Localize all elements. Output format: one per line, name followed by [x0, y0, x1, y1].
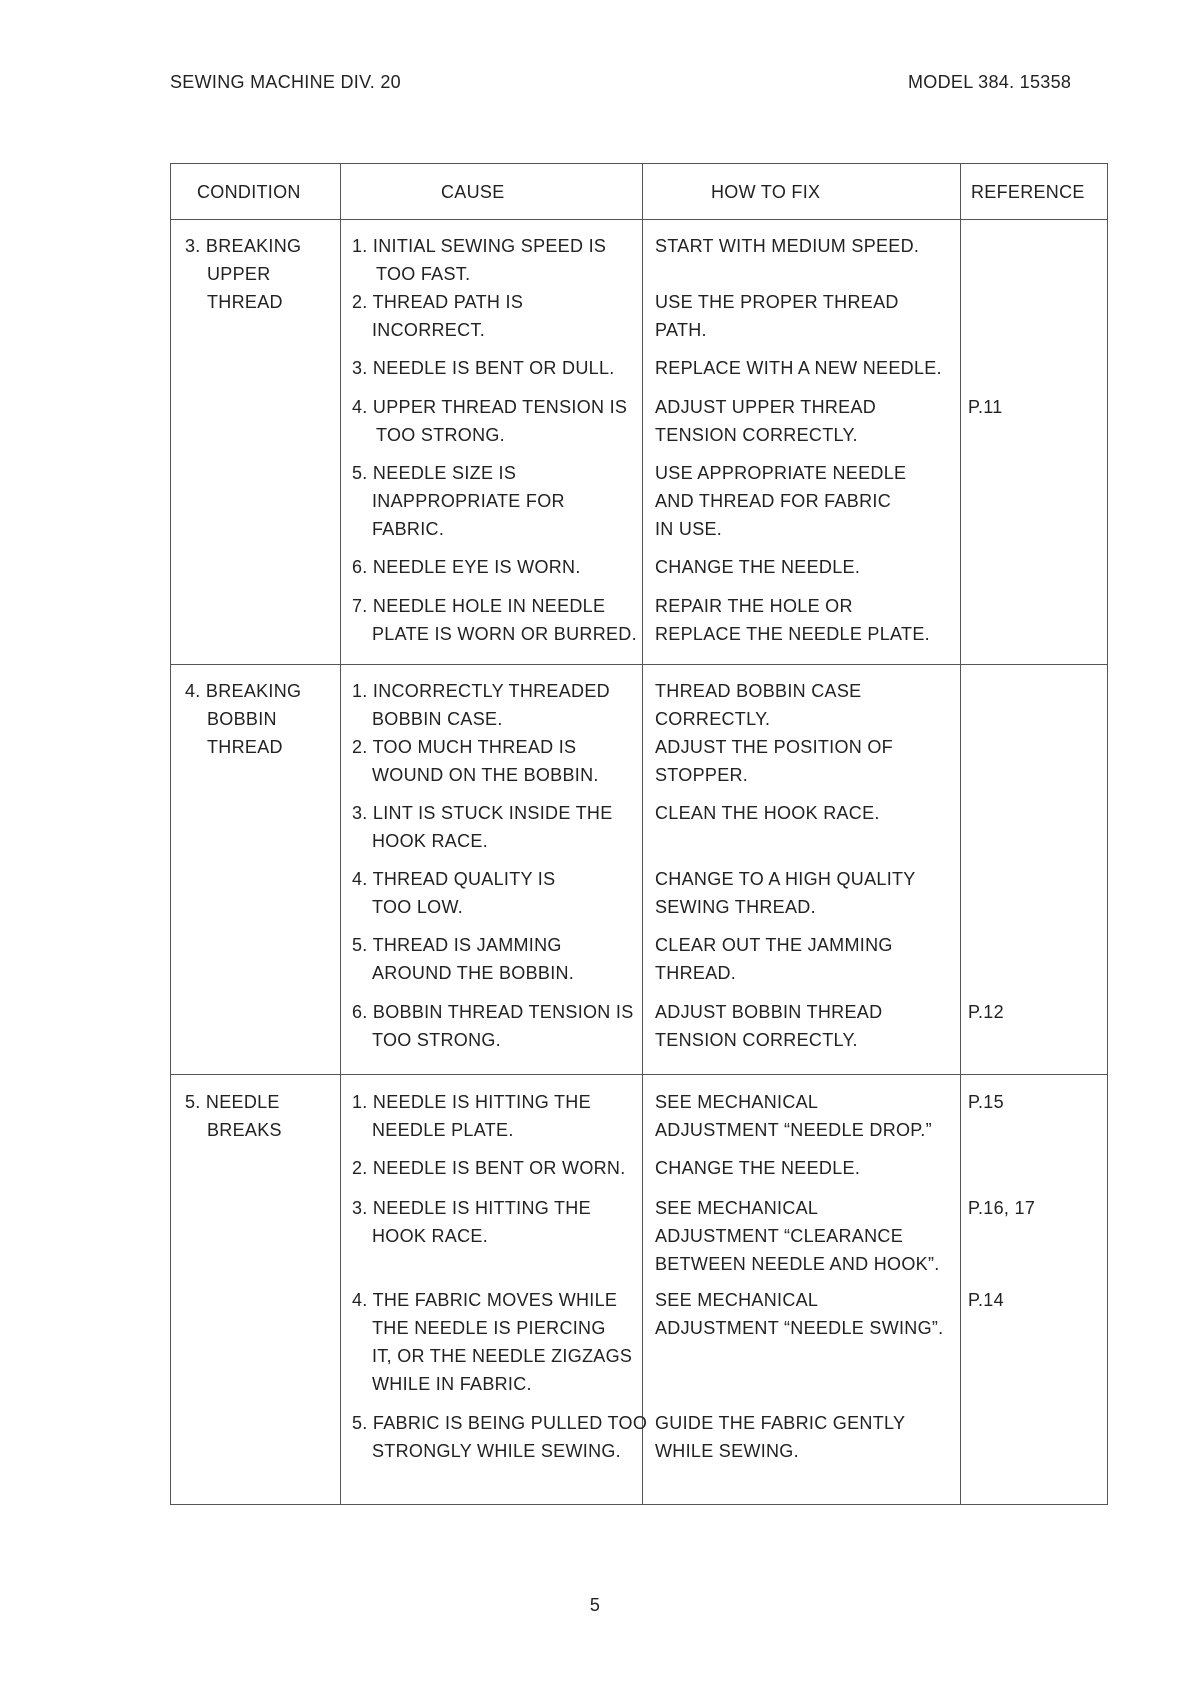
fix-text: THREAD. [655, 963, 737, 983]
cause-text: WOUND ON THE BOBBIN. [372, 765, 599, 785]
fix-text: REPLACE THE NEEDLE PLATE. [655, 624, 930, 644]
fix-text: REPLACE WITH A NEW NEEDLE. [655, 358, 942, 378]
fix-text: AND THREAD FOR FABRIC [655, 491, 891, 511]
fix-text: WHILE SEWING. [655, 1441, 799, 1461]
troubleshooting-table [170, 163, 1108, 1505]
fix-text: PATH. [655, 320, 707, 340]
condition-label: 3. BREAKING [185, 236, 302, 256]
fix-text: CHANGE TO A HIGH QUALITY [655, 869, 916, 889]
condition-label: UPPER [207, 264, 271, 284]
fix-text: ADJUST UPPER THREAD [655, 397, 877, 417]
section-divider [171, 664, 1107, 665]
cause-text: 1. INITIAL SEWING SPEED IS [352, 236, 607, 256]
fix-text: ADJUST THE POSITION OF [655, 737, 893, 757]
cause-text: IT, OR THE NEEDLE ZIGZAGS [372, 1346, 633, 1366]
fix-text: THREAD BOBBIN CASE [655, 681, 862, 701]
condition-label: BREAKS [207, 1120, 282, 1140]
cause-text: BOBBIN CASE. [372, 709, 503, 729]
fix-text: ADJUST BOBBIN THREAD [655, 1002, 883, 1022]
cause-text: INAPPROPRIATE FOR [372, 491, 565, 511]
cause-text: 5. FABRIC IS BEING PULLED TOO [352, 1413, 648, 1433]
condition-label: BOBBIN [207, 709, 277, 729]
cause-text: 3. LINT IS STUCK INSIDE THE [352, 803, 613, 823]
section-divider [171, 1074, 1107, 1075]
cause-text: HOOK RACE. [372, 831, 489, 851]
fix-text: USE APPROPRIATE NEEDLE [655, 463, 907, 483]
condition-label: THREAD [207, 737, 283, 757]
cause-text: 5. THREAD IS JAMMING [352, 935, 562, 955]
column-header-cause: CAUSE [441, 182, 505, 202]
fix-text: START WITH MEDIUM SPEED. [655, 236, 920, 256]
fix-text: SEE MECHANICAL [655, 1092, 819, 1112]
fix-text: SEWING THREAD. [655, 897, 816, 917]
fix-text: STOPPER. [655, 765, 749, 785]
fix-text: BETWEEN NEEDLE AND HOOK”. [655, 1254, 940, 1274]
reference-text: P.12 [968, 1002, 1004, 1022]
reference-text: P.16, 17 [968, 1198, 1036, 1218]
fix-text: ADJUSTMENT “NEEDLE SWING”. [655, 1318, 944, 1338]
cause-text: HOOK RACE. [372, 1226, 489, 1246]
cause-text: 2. THREAD PATH IS [352, 292, 524, 312]
cause-text: THE NEEDLE IS PIERCING [372, 1318, 606, 1338]
cause-text: 1. INCORRECTLY THREADED [352, 681, 610, 701]
column-header-how-to-fix: HOW TO FIX [711, 182, 821, 202]
fix-text: REPAIR THE HOLE OR [655, 596, 853, 616]
column-header-reference: REFERENCE [971, 182, 1085, 202]
cause-text: 4. THREAD QUALITY IS [352, 869, 556, 889]
fix-text: TENSION CORRECTLY. [655, 1030, 858, 1050]
cause-text: STRONGLY WHILE SEWING. [372, 1441, 621, 1461]
page-number: 5 [589, 1595, 601, 1615]
column-header-condition: CONDITION [197, 182, 301, 202]
cause-text: 3. NEEDLE IS BENT OR DULL. [352, 358, 615, 378]
cause-text: TOO FAST. [376, 264, 471, 284]
condition-label: THREAD [207, 292, 283, 312]
cause-text: WHILE IN FABRIC. [372, 1374, 532, 1394]
cause-text: 4. UPPER THREAD TENSION IS [352, 397, 628, 417]
reference-text: P.15 [968, 1092, 1004, 1112]
fix-text: IN USE. [655, 519, 723, 539]
cause-text: 2. TOO MUCH THREAD IS [352, 737, 577, 757]
cause-text: FABRIC. [372, 519, 445, 539]
cause-text: 5. NEEDLE SIZE IS [352, 463, 517, 483]
fix-text: SEE MECHANICAL [655, 1198, 819, 1218]
header-left: SEWING MACHINE DIV. 20 [170, 72, 401, 92]
cause-text: 3. NEEDLE IS HITTING THE [352, 1198, 591, 1218]
cause-text: TOO STRONG. [372, 1030, 501, 1050]
column-divider [960, 164, 961, 1504]
cause-text: 7. NEEDLE HOLE IN NEEDLE [352, 596, 606, 616]
cause-text: NEEDLE PLATE. [372, 1120, 514, 1140]
column-divider [340, 164, 341, 1504]
cause-text: 6. NEEDLE EYE IS WORN. [352, 557, 581, 577]
cause-text: 4. THE FABRIC MOVES WHILE [352, 1290, 618, 1310]
column-divider [642, 164, 643, 1504]
header-right: MODEL 384. 15358 [908, 72, 1072, 92]
fix-text: CLEAN THE HOOK RACE. [655, 803, 880, 823]
cause-text: AROUND THE BOBBIN. [372, 963, 575, 983]
header-divider [171, 219, 1107, 220]
fix-text: CLEAR OUT THE JAMMING [655, 935, 893, 955]
fix-text: GUIDE THE FABRIC GENTLY [655, 1413, 906, 1433]
fix-text: CHANGE THE NEEDLE. [655, 557, 861, 577]
condition-label: 5. NEEDLE [185, 1092, 280, 1112]
fix-text: USE THE PROPER THREAD [655, 292, 899, 312]
fix-text: ADJUSTMENT “CLEARANCE [655, 1226, 903, 1246]
cause-text: INCORRECT. [372, 320, 486, 340]
cause-text: 2. NEEDLE IS BENT OR WORN. [352, 1158, 626, 1178]
reference-text: P.11 [968, 397, 1003, 417]
reference-text: P.14 [968, 1290, 1004, 1310]
fix-text: TENSION CORRECTLY. [655, 425, 858, 445]
cause-text: 6. BOBBIN THREAD TENSION IS [352, 1002, 634, 1022]
cause-text: TOO STRONG. [376, 425, 505, 445]
condition-label: 4. BREAKING [185, 681, 302, 701]
fix-text: CHANGE THE NEEDLE. [655, 1158, 861, 1178]
cause-text: TOO LOW. [372, 897, 464, 917]
fix-text: ADJUSTMENT “NEEDLE DROP.” [655, 1120, 932, 1140]
cause-text: 1. NEEDLE IS HITTING THE [352, 1092, 591, 1112]
cause-text: PLATE IS WORN OR BURRED. [372, 624, 637, 644]
fix-text: CORRECTLY. [655, 709, 771, 729]
fix-text: SEE MECHANICAL [655, 1290, 819, 1310]
